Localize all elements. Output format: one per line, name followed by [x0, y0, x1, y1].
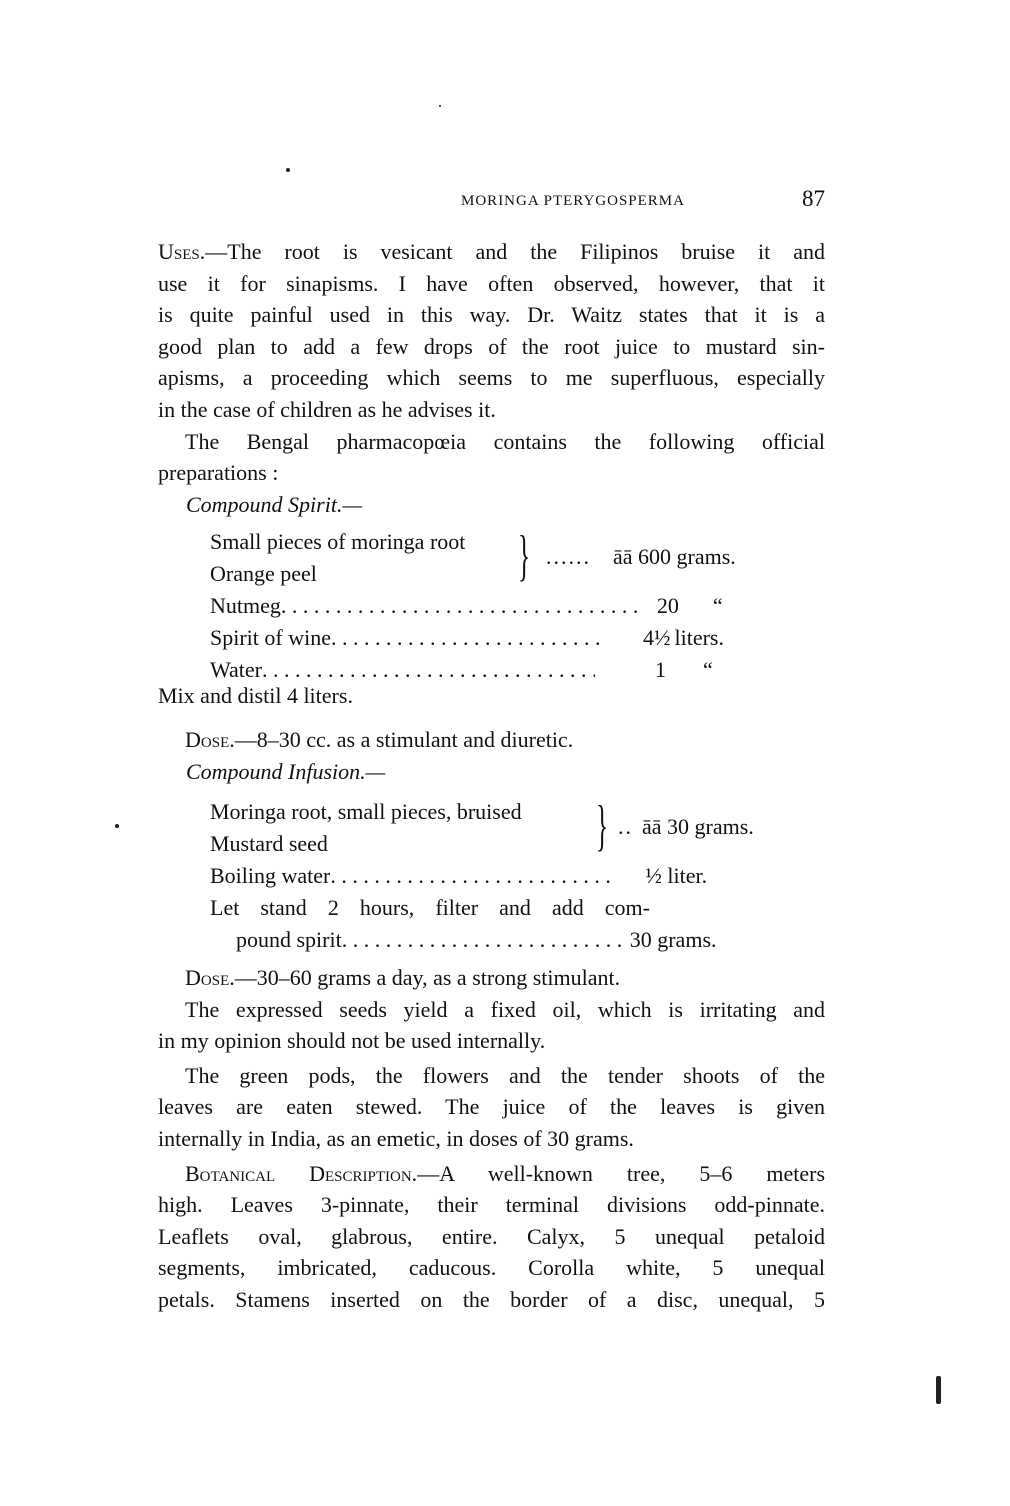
ingredient-row [158, 860, 825, 892]
ingredient-name: Small pieces of moringa root [210, 529, 466, 554]
ingredient-row [158, 590, 825, 622]
dose-paragraph [158, 724, 825, 787]
text-line: high. Leaves 3-pinnate, their terminal divisions odd-pinnate. [158, 1192, 825, 1218]
ingredient-row [158, 622, 825, 654]
leader-dots [331, 622, 601, 654]
text-line: petals. Stamens inserted on the border of a disc, unequal, 5 [158, 1286, 825, 1312]
text-line: The expressed seeds yield a fixed oil, which is irritating and [185, 996, 825, 1022]
text-line: preparations : [158, 460, 279, 486]
leader-dots [342, 924, 622, 956]
lower-text [158, 962, 825, 1316]
leader-dots: .. [618, 814, 633, 839]
text-line: leaves are eaten stewed. The juice of the leaves is given [158, 1094, 825, 1120]
leader-dots [281, 590, 645, 622]
compound-spirit-title: Compound Spirit.— [186, 491, 363, 517]
page-number: 87 [802, 186, 825, 211]
scan-speck [286, 168, 290, 172]
ingredient-amount: 1 [654, 657, 666, 682]
dose-paragraph [158, 962, 825, 994]
ingredient-name: Water [210, 657, 262, 682]
ingredient-row [158, 924, 825, 956]
text-line: segments, imbricated, caducous. Corolla white, 5 unequal [158, 1255, 825, 1281]
compound-infusion-title: Compound Infusion.— [186, 758, 386, 784]
ingredient-unit: liters. [674, 625, 724, 650]
uses-lead: Uses. [158, 239, 206, 264]
ingredient-name: Nutmeg [210, 593, 281, 618]
scan-speck [439, 105, 441, 107]
text-line: Mix and distil 4 liters. [158, 683, 353, 708]
text-line: —30–60 grams a day, as a strong stimulant. [234, 965, 621, 990]
dose-lead: Dose. [185, 965, 235, 990]
botanical-lead: Botanical Description. [185, 1160, 418, 1186]
ingredient-amount: 30 grams. [629, 927, 717, 952]
ingredient-amount: 20 [656, 593, 679, 618]
ingredient-amount: āā 600 grams. [613, 544, 736, 569]
leader-dots [330, 860, 615, 892]
ingredient-amount: āā 30 grams. [642, 814, 754, 839]
text-line: Let stand 2 hours, filter and add com- [210, 895, 650, 920]
page-header [158, 186, 825, 216]
text-line: The Bengal pharmacopœia contains the following official [185, 428, 825, 454]
text-line: apisms, a proceeding which seems to me superfluous, especially [158, 365, 825, 391]
text-line: good plan to add a few drops of the root juice to mustard sin- [158, 333, 825, 359]
text-line: in my opinion should not be used internally. [158, 1028, 546, 1054]
ingredient-name: Mustard seed [210, 831, 328, 856]
ingredient-amount: 4½ [643, 625, 671, 650]
brace-icon: } [596, 795, 609, 857]
ingredient-name: pound spirit [236, 927, 342, 952]
compound-infusion-recipe [158, 796, 825, 956]
text-line: —The root is vesicant and the Filipinos bruise it and [205, 239, 825, 264]
botanical-first-line [158, 1158, 825, 1190]
leader-dots: ...... [546, 544, 591, 569]
running-title: MORINGA PTERYGOSPERMA [461, 193, 685, 209]
text-line: Leaflets oval, glabrous, entire. Calyx, 5 unequal petaloid [158, 1223, 825, 1249]
text-line: use it for sinapisms. I have often observed, however, that it [158, 270, 825, 296]
ingredient-unit: “ [712, 593, 723, 618]
ingredient-amount: ½ liter. [645, 863, 708, 888]
ingredient-name: Moringa root, small pieces, bruised [210, 799, 522, 824]
scan-mark [936, 1376, 941, 1404]
brace-icon: } [518, 525, 531, 587]
text-line: —A well-known tree, 5–6 meters [417, 1160, 825, 1186]
ingredient-name: Boiling water [210, 863, 331, 888]
text-line: The green pods, the flowers and the tender shoots of the [185, 1062, 825, 1088]
dose-lead: Dose. [185, 727, 235, 752]
ingredient-name: Orange peel [210, 561, 317, 586]
text-line: —8–30 cc. as a stimulant and diuretic. [234, 727, 574, 752]
spirit-note-block [158, 680, 825, 712]
text-line: in the case of children as he advises it. [158, 396, 496, 422]
text-line: is quite painful used in this way. Dr. Waitz states that it is a [158, 302, 825, 328]
scan-speck [115, 824, 119, 828]
text-line: internally in India, as an emetic, in doses of 30 grams. [158, 1125, 634, 1151]
ingredient-name: Spirit of wine [210, 625, 331, 650]
compound-spirit-recipe [158, 525, 825, 682]
uses-paragraph [158, 236, 825, 520]
ingredient-unit: “ [702, 657, 713, 682]
instruction-line [158, 892, 825, 924]
